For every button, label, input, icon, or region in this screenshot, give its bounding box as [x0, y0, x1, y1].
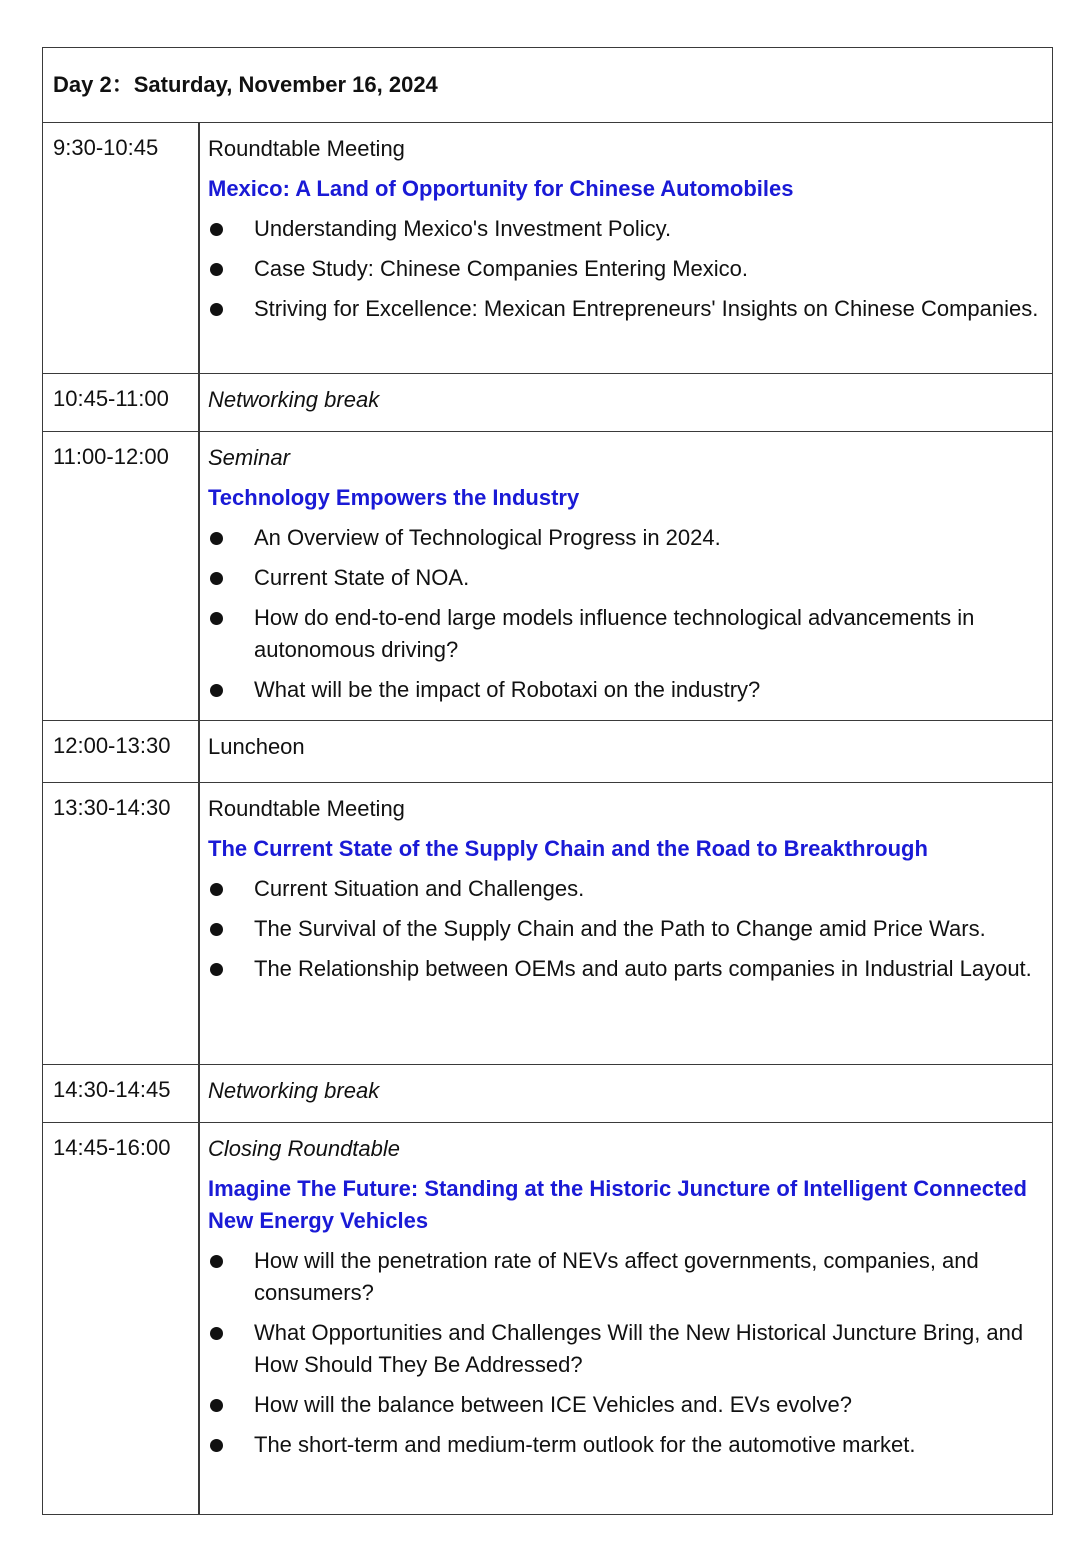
session-row — [43, 123, 1052, 374]
session-type: Roundtable Meeting — [208, 796, 405, 821]
session-time: 11:00-12:00 — [53, 444, 169, 469]
column-divider — [198, 123, 200, 1514]
bullet-icon — [210, 963, 223, 976]
topic-text: Case Study: Chinese Companies Entering Mexico. — [254, 256, 749, 281]
bullet-icon — [210, 303, 223, 316]
day-header: Day 2：Saturday, November 16, 2024 — [43, 48, 1052, 123]
bullet-icon — [210, 263, 223, 276]
topic-text: The short-term and medium-term outlook for the automotive market. — [254, 1432, 916, 1457]
topic-item — [208, 213, 1046, 245]
topic-item — [208, 562, 1046, 594]
topic-text: How do end-to-end large models influence technological advancements in autonomous driving? — [254, 605, 975, 662]
topic-text: What Opportunities and Challenges Will the New Historical Juncture Bring, and How Should They Be Addressed? — [254, 1320, 1024, 1377]
agenda-table — [42, 47, 1053, 1515]
topic-text: How will the balance between ICE Vehicles and. EVs evolve? — [254, 1392, 853, 1417]
topic-text: What will be the impact of Robotaxi on the industry? — [254, 677, 761, 702]
session-row — [43, 1065, 1052, 1123]
topic-item — [208, 293, 1046, 325]
topic-item — [208, 1245, 1046, 1309]
topic-item — [208, 674, 1046, 706]
session-row — [43, 721, 1052, 783]
bullet-icon — [210, 1255, 223, 1268]
session-type: Roundtable Meeting — [208, 136, 405, 161]
bullet-icon — [210, 923, 223, 936]
session-type: Networking break — [208, 387, 380, 412]
session-row — [43, 1123, 1052, 1516]
topic-item — [208, 602, 1046, 666]
session-time: 9:30-10:45 — [53, 135, 159, 160]
session-time: 12:00-13:30 — [53, 733, 171, 758]
bullet-icon — [210, 883, 223, 896]
session-type: Closing Roundtable — [208, 1136, 401, 1161]
session-time: 14:45-16:00 — [53, 1135, 171, 1160]
topic-text: An Overview of Technological Progress in 2024. — [254, 525, 721, 550]
bullet-icon — [210, 1399, 223, 1412]
session-time: 14:30-14:45 — [53, 1077, 171, 1102]
topic-item — [208, 522, 1046, 554]
topic-text: Striving for Excellence: Mexican Entrepreneurs' Insights on Chinese Companies. — [254, 296, 1039, 321]
session-type: Seminar — [208, 445, 290, 470]
topic-text: The Relationship between OEMs and auto parts companies in Industrial Layout. — [254, 956, 1032, 981]
session-content — [208, 793, 1046, 993]
topic-item — [208, 873, 1046, 905]
bullet-icon — [210, 684, 223, 697]
session-title: Mexico: A Land of Opportunity for Chinese Automobiles — [208, 176, 794, 201]
session-content — [208, 1133, 1046, 1469]
session-topics — [208, 213, 1046, 325]
topic-item — [208, 913, 1046, 945]
session-topics — [208, 522, 1046, 706]
session-title: Imagine The Future: Standing at the Historic Juncture of Intelligent Connected New Energy Vehicles — [208, 1176, 1027, 1233]
session-content — [208, 442, 1046, 714]
session-content — [208, 1075, 1046, 1107]
topic-item — [208, 253, 1046, 285]
session-row — [43, 783, 1052, 1065]
session-type: Luncheon — [208, 734, 305, 759]
session-time: 13:30-14:30 — [53, 795, 171, 820]
topic-text: How will the penetration rate of NEVs affect governments, companies, and consumers? — [254, 1248, 979, 1305]
topic-text: Understanding Mexico's Investment Policy. — [254, 216, 672, 241]
topic-item — [208, 1389, 1046, 1421]
session-title: The Current State of the Supply Chain and the Road to Breakthrough — [208, 836, 928, 861]
session-topics — [208, 873, 1046, 985]
session-time: 10:45-11:00 — [53, 386, 169, 411]
session-row — [43, 374, 1052, 432]
bullet-icon — [210, 1439, 223, 1452]
session-title: Technology Empowers the Industry — [208, 485, 580, 510]
session-type: Networking break — [208, 1078, 380, 1103]
bullet-icon — [210, 223, 223, 236]
bullet-icon — [210, 572, 223, 585]
bullet-icon — [210, 1327, 223, 1340]
session-content — [208, 731, 1046, 763]
topic-text: Current Situation and Challenges. — [254, 876, 585, 901]
session-topics — [208, 1245, 1046, 1461]
topic-item — [208, 1317, 1046, 1381]
topic-item — [208, 1429, 1046, 1461]
session-content — [208, 133, 1046, 333]
session-content — [208, 384, 1046, 416]
session-row — [43, 432, 1052, 721]
bullet-icon — [210, 612, 223, 625]
topic-item — [208, 953, 1046, 985]
topic-text: Current State of NOA. — [254, 565, 470, 590]
bullet-icon — [210, 532, 223, 545]
topic-text: The Survival of the Supply Chain and the Path to Change amid Price Wars. — [254, 916, 986, 941]
